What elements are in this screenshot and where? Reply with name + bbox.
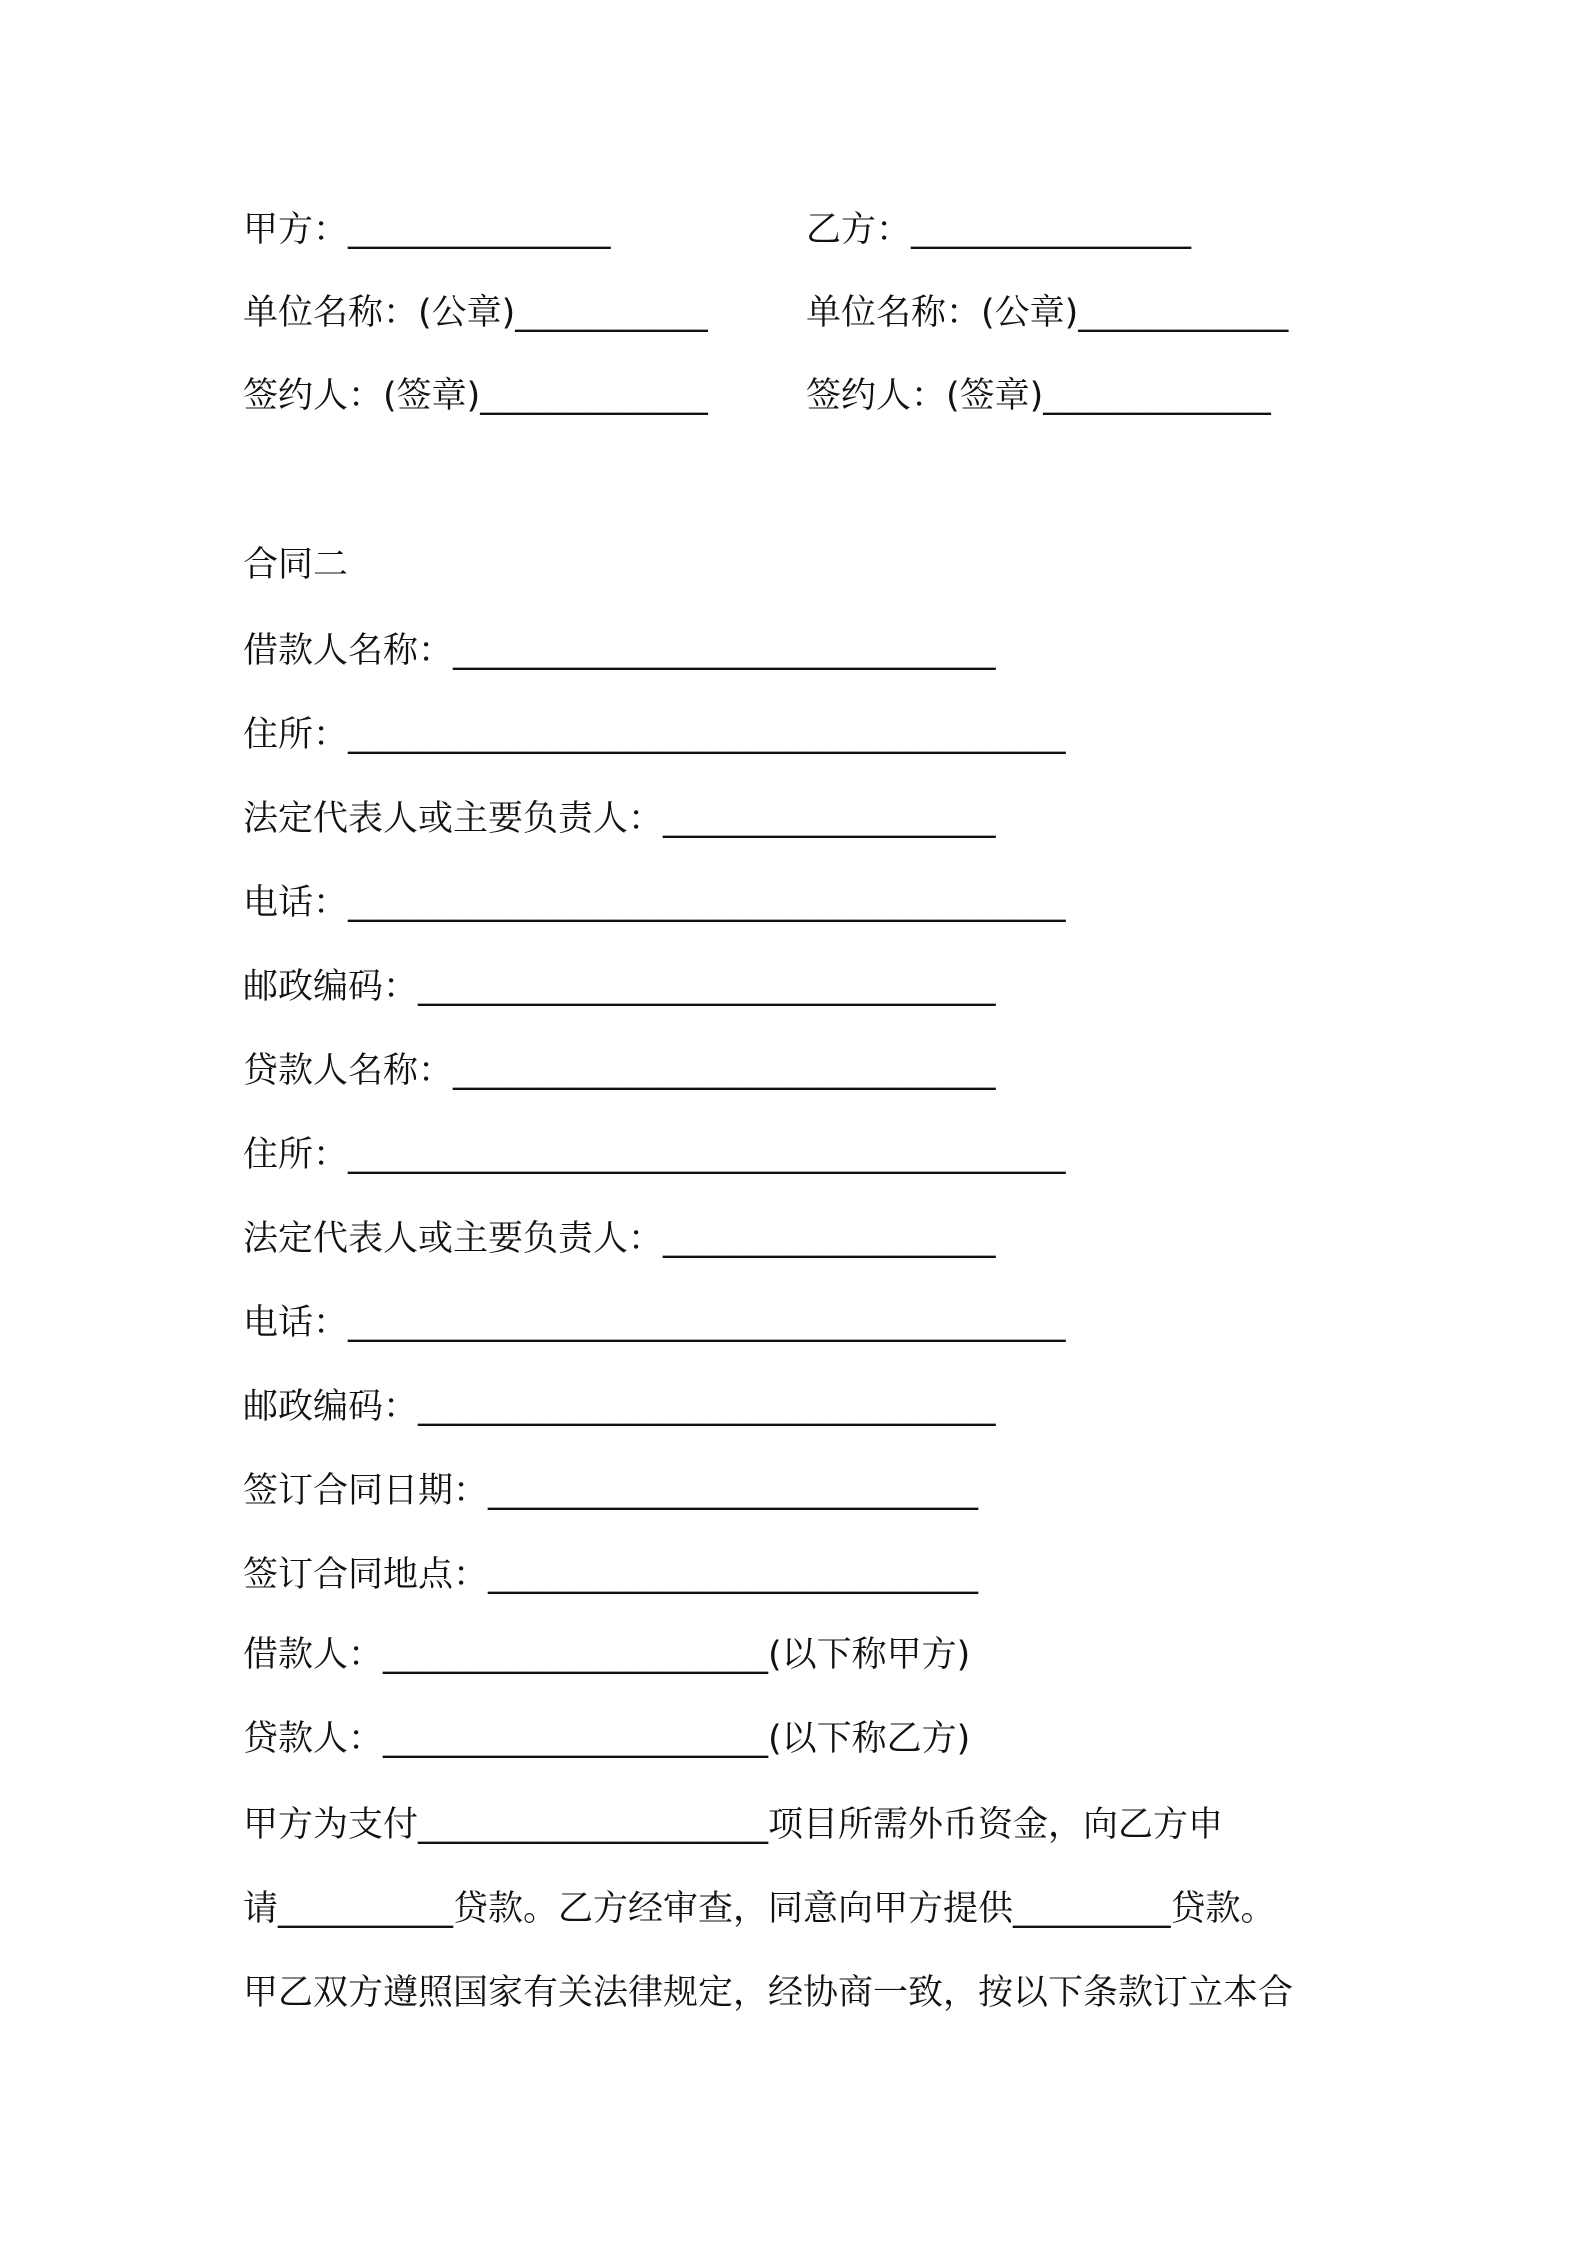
field-borrower-representative: 法定代表人或主要负责人：___________________ bbox=[243, 799, 996, 839]
body-paragraph-line-3: 甲乙双方遵照国家有关法律规定，经协商一致，按以下条款订立本合 bbox=[243, 1973, 1294, 2013]
field-sign-date: 签订合同日期：____________________________ bbox=[243, 1471, 979, 1511]
field-lender-alias: 贷款人：______________________(以下称乙方) bbox=[243, 1719, 971, 1759]
party-a-line: 甲方：_______________ bbox=[243, 210, 611, 250]
unit-b-line: 单位名称：(公章)____________ bbox=[806, 293, 1289, 333]
field-borrower-phone: 电话：_________________________________________ bbox=[243, 883, 1066, 923]
field-lender-postcode: 邮政编码：_________________________________ bbox=[243, 1387, 996, 1427]
field-borrower-alias: 借款人：______________________(以下称甲方) bbox=[243, 1635, 971, 1675]
field-lender-address: 住所：_________________________________________ bbox=[243, 1135, 1066, 1175]
field-borrower-postcode: 邮政编码：_________________________________ bbox=[243, 967, 996, 1007]
party-b-line: 乙方：________________ bbox=[806, 210, 1192, 250]
body-paragraph-line-2: 请__________贷款。乙方经审查，同意向甲方提供_________贷款。 bbox=[243, 1889, 1276, 1929]
field-borrower-address: 住所：_________________________________________ bbox=[243, 715, 1066, 755]
field-lender-name: 贷款人名称：_______________________________ bbox=[243, 1051, 996, 1091]
field-lender-representative: 法定代表人或主要负责人：___________________ bbox=[243, 1219, 996, 1259]
contract-two-title: 合同二 bbox=[243, 545, 349, 585]
body-paragraph-line-1: 甲方为支付____________________项目所需外币资金，向乙方申 bbox=[243, 1805, 1224, 1845]
field-lender-phone: 电话：_________________________________________ bbox=[243, 1303, 1066, 1343]
field-sign-place: 签订合同地点：____________________________ bbox=[243, 1555, 979, 1595]
field-borrower-name: 借款人名称：_______________________________ bbox=[243, 631, 996, 671]
signer-b-line: 签约人：(签章)_____________ bbox=[806, 376, 1271, 416]
unit-a-line: 单位名称：(公章)___________ bbox=[243, 293, 708, 333]
signer-a-line: 签约人：(签章)_____________ bbox=[243, 376, 708, 416]
